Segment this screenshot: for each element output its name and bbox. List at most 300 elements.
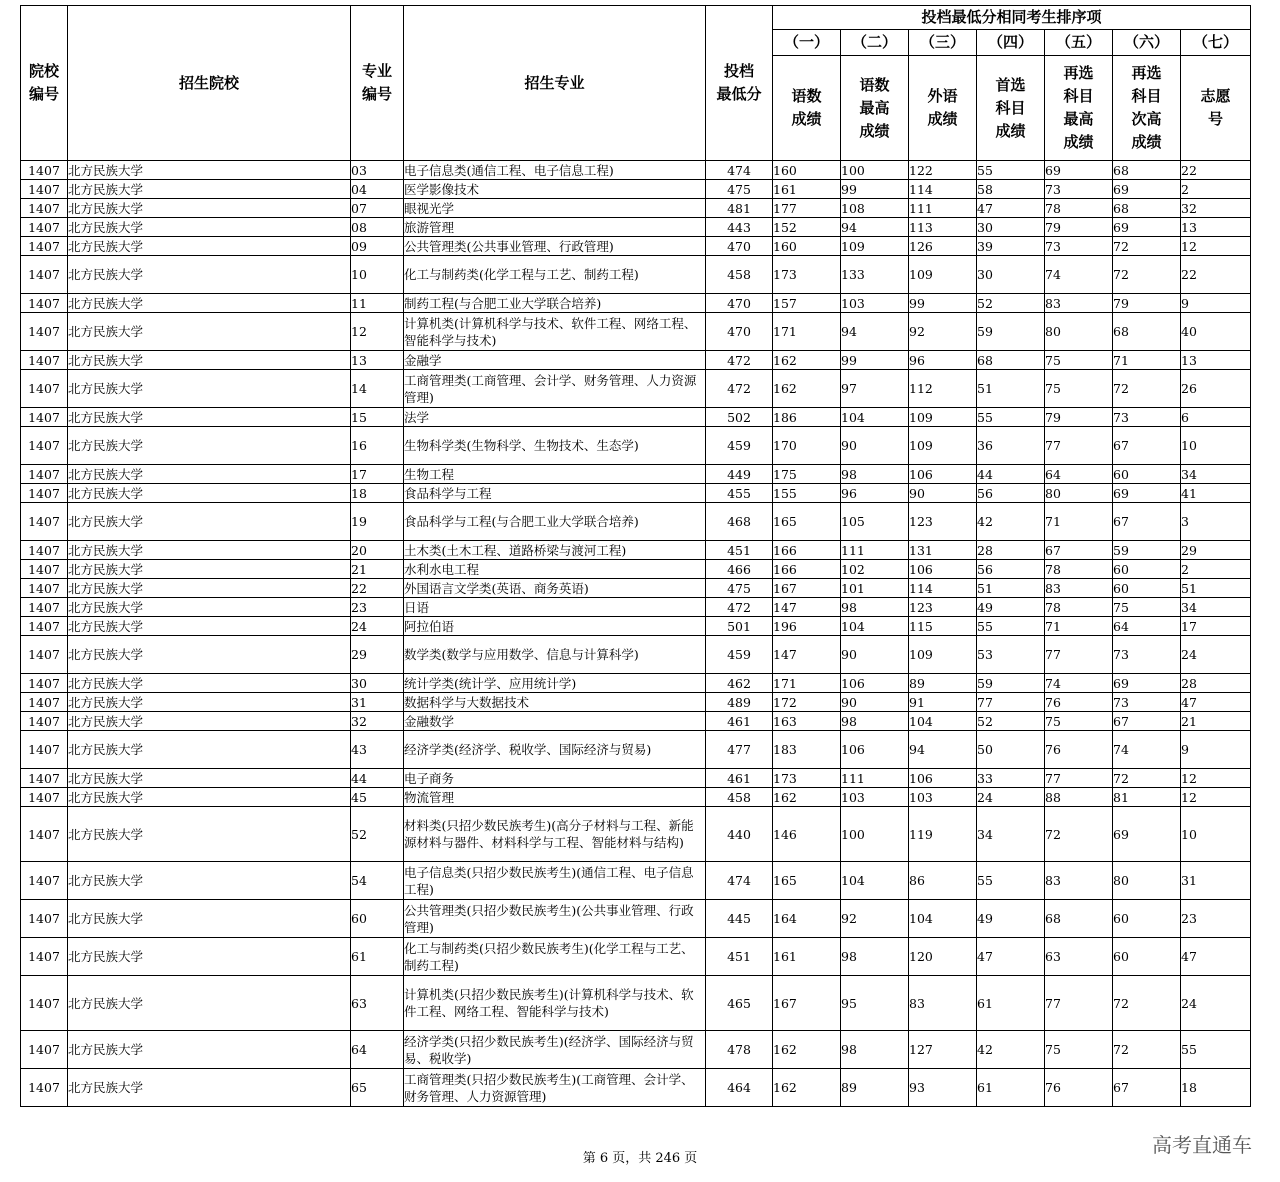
school-code-cell: 1407 [21, 313, 68, 351]
school-code-cell: 1407 [21, 484, 68, 503]
tie-value-cell: 21 [1181, 712, 1251, 731]
tie-value-cell: 55 [977, 161, 1045, 180]
table-row [21, 712, 1251, 731]
tie-value-cell: 75 [1045, 370, 1113, 408]
tie-value-cell: 92 [841, 900, 909, 938]
tie-value-cell: 41 [1181, 484, 1251, 503]
school-name-cell: 北方民族大学 [68, 636, 351, 674]
tie-value-cell: 104 [841, 617, 909, 636]
major-name-cell: 水利水电工程 [404, 560, 706, 579]
tie-value-cell: 47 [1181, 693, 1251, 712]
tie-value-cell: 69 [1113, 674, 1181, 693]
tie-value-cell: 177 [773, 199, 841, 218]
tie-value-cell: 30 [977, 256, 1045, 294]
major-code-cell: 12 [351, 313, 404, 351]
tie-value-cell: 164 [773, 900, 841, 938]
tie-value-cell: 39 [977, 237, 1045, 256]
major-code-cell: 19 [351, 503, 404, 541]
tie-value-cell: 88 [1045, 788, 1113, 807]
tie-value-cell: 50 [977, 731, 1045, 769]
major-code-cell: 15 [351, 408, 404, 427]
school-name-cell: 北方民族大学 [68, 900, 351, 938]
tie-value-cell: 12 [1181, 237, 1251, 256]
major-code-cell: 07 [351, 199, 404, 218]
min-score-cell: 461 [706, 712, 773, 731]
table-row [21, 579, 1251, 598]
tie-value-cell: 147 [773, 598, 841, 617]
tie-value-cell: 100 [841, 807, 909, 862]
tie-value-cell: 74 [1045, 256, 1113, 294]
tie-value-cell: 98 [841, 938, 909, 976]
min-score-cell: 459 [706, 427, 773, 465]
school-name-cell: 北方民族大学 [68, 712, 351, 731]
major-code-cell: 18 [351, 484, 404, 503]
tie-value-cell: 61 [977, 1069, 1045, 1107]
tie-value-cell: 24 [1181, 976, 1251, 1031]
major-code-cell: 31 [351, 693, 404, 712]
tie-value-cell: 114 [909, 180, 977, 199]
table-row [21, 218, 1251, 237]
school-code-cell: 1407 [21, 370, 68, 408]
school-name-header: 招生院校 [68, 6, 351, 161]
major-name-cell: 日语 [404, 598, 706, 617]
tie-value-cell: 123 [909, 503, 977, 541]
tie-value-cell: 67 [1113, 1069, 1181, 1107]
min-score-cell: 455 [706, 484, 773, 503]
tie-value-cell: 83 [909, 976, 977, 1031]
tie-value-cell: 58 [977, 180, 1045, 199]
tie-value-cell: 73 [1113, 636, 1181, 674]
major-name-cell: 食品科学与工程 [404, 484, 706, 503]
tie-value-cell: 171 [773, 313, 841, 351]
tie-value-cell: 183 [773, 731, 841, 769]
min-score-cell: 458 [706, 788, 773, 807]
table-row [21, 938, 1251, 976]
tie-value-cell: 75 [1045, 1031, 1113, 1069]
major-code-cell: 14 [351, 370, 404, 408]
school-name-cell: 北方民族大学 [68, 674, 351, 693]
tie-value-cell: 61 [977, 976, 1045, 1031]
min-score-cell: 468 [706, 503, 773, 541]
school-name-cell: 北方民族大学 [68, 408, 351, 427]
tie-value-cell: 97 [841, 370, 909, 408]
min-score-cell: 481 [706, 199, 773, 218]
major-code-cell: 13 [351, 351, 404, 370]
tie-value-cell: 171 [773, 674, 841, 693]
tie-value-cell: 72 [1113, 237, 1181, 256]
table-row [21, 503, 1251, 541]
major-code-cell: 29 [351, 636, 404, 674]
tie-value-cell: 10 [1181, 427, 1251, 465]
watermark: 高考直通车 [1152, 1133, 1252, 1157]
tie-value-cell: 69 [1113, 218, 1181, 237]
school-code-cell: 1407 [21, 769, 68, 788]
tie-value-cell: 47 [977, 938, 1045, 976]
major-name-cell: 眼视光学 [404, 199, 706, 218]
tie-value-cell: 79 [1045, 408, 1113, 427]
tie-value-cell: 77 [1045, 636, 1113, 674]
tie-value-cell: 103 [841, 788, 909, 807]
school-name-cell: 北方民族大学 [68, 731, 351, 769]
tie-break-header: 投档最低分相同考生排序项 [773, 6, 1251, 30]
tie-value-cell: 83 [1045, 579, 1113, 598]
tie-value-cell: 102 [841, 560, 909, 579]
table-row [21, 731, 1251, 769]
tie-value-cell: 123 [909, 598, 977, 617]
major-name-cell: 食品科学与工程(与合肥工业大学联合培养) [404, 503, 706, 541]
tie-value-cell: 163 [773, 712, 841, 731]
tie-value-cell: 157 [773, 294, 841, 313]
school-name-cell: 北方民族大学 [68, 560, 351, 579]
school-code-cell: 1407 [21, 862, 68, 900]
tie-value-cell: 83 [1045, 862, 1113, 900]
min-score-cell: 461 [706, 769, 773, 788]
tie-value-cell: 162 [773, 1069, 841, 1107]
tie-value-cell: 80 [1113, 862, 1181, 900]
table-row [21, 693, 1251, 712]
tie-value-cell: 104 [909, 900, 977, 938]
tie-value-cell: 146 [773, 807, 841, 862]
table-row [21, 199, 1251, 218]
school-code-cell: 1407 [21, 294, 68, 313]
major-code-cell: 63 [351, 976, 404, 1031]
tie-value-cell: 67 [1113, 712, 1181, 731]
min-score-cell: 466 [706, 560, 773, 579]
table-row [21, 313, 1251, 351]
major-name-cell: 金融学 [404, 351, 706, 370]
tie-value-cell: 51 [977, 579, 1045, 598]
school-name-cell: 北方民族大学 [68, 938, 351, 976]
tie-value-cell: 28 [977, 541, 1045, 560]
tie-value-cell: 71 [1113, 351, 1181, 370]
tie-value-cell: 133 [841, 256, 909, 294]
school-name-cell: 北方民族大学 [68, 294, 351, 313]
tie-value-cell: 109 [909, 408, 977, 427]
school-name-cell: 北方民族大学 [68, 370, 351, 408]
major-name-cell: 公共管理类(公共事业管理、行政管理) [404, 237, 706, 256]
table-row [21, 862, 1251, 900]
school-code-cell: 1407 [21, 617, 68, 636]
tie-value-cell: 165 [773, 862, 841, 900]
tie-value-cell: 86 [909, 862, 977, 900]
tie-value-cell: 6 [1181, 408, 1251, 427]
tie-value-cell: 81 [1113, 788, 1181, 807]
school-name-cell: 北方民族大学 [68, 218, 351, 237]
tie-value-cell: 89 [909, 674, 977, 693]
tie-value-cell: 69 [1045, 161, 1113, 180]
school-name-cell: 北方民族大学 [68, 862, 351, 900]
min-score-cell: 440 [706, 807, 773, 862]
major-name-cell: 工商管理类(工商管理、会计学、财务管理、人力资源管理) [404, 370, 706, 408]
major-code-cell: 64 [351, 1031, 404, 1069]
tie-value-cell: 104 [841, 408, 909, 427]
tie-value-cell: 34 [1181, 465, 1251, 484]
min-score-cell: 458 [706, 256, 773, 294]
tie-value-cell: 78 [1045, 199, 1113, 218]
tie-value-cell: 12 [1181, 769, 1251, 788]
major-name-cell: 旅游管理 [404, 218, 706, 237]
min-score-cell: 449 [706, 465, 773, 484]
tie-value-cell: 59 [977, 674, 1045, 693]
school-name-cell: 北方民族大学 [68, 617, 351, 636]
tie-col-index: （二） [841, 30, 909, 56]
tie-value-cell: 47 [977, 199, 1045, 218]
table-row [21, 788, 1251, 807]
tie-value-cell: 109 [841, 237, 909, 256]
major-code-cell: 60 [351, 900, 404, 938]
tie-value-cell: 67 [1113, 427, 1181, 465]
tie-value-cell: 98 [841, 465, 909, 484]
major-code-cell: 44 [351, 769, 404, 788]
school-name-cell: 北方民族大学 [68, 976, 351, 1031]
tie-value-cell: 109 [909, 256, 977, 294]
major-name-cell: 外国语言文学类(英语、商务英语) [404, 579, 706, 598]
school-code-cell: 1407 [21, 199, 68, 218]
tie-col-index: （一） [773, 30, 841, 56]
tie-value-cell: 64 [1045, 465, 1113, 484]
table-row [21, 1031, 1251, 1069]
major-code-cell: 11 [351, 294, 404, 313]
tie-value-cell: 160 [773, 161, 841, 180]
min-score-cell: 474 [706, 862, 773, 900]
tie-value-cell: 175 [773, 465, 841, 484]
tie-value-cell: 75 [1113, 598, 1181, 617]
tie-value-cell: 60 [1113, 579, 1181, 598]
school-code-cell: 1407 [21, 503, 68, 541]
major-name-cell: 公共管理类(只招少数民族考生)(公共事业管理、行政管理) [404, 900, 706, 938]
tie-value-cell: 106 [909, 769, 977, 788]
tie-value-cell: 33 [977, 769, 1045, 788]
school-name-cell: 北方民族大学 [68, 579, 351, 598]
tie-value-cell: 80 [1045, 313, 1113, 351]
school-name-cell: 北方民族大学 [68, 351, 351, 370]
tie-value-cell: 91 [909, 693, 977, 712]
tie-value-cell: 68 [977, 351, 1045, 370]
tie-value-cell: 42 [977, 1031, 1045, 1069]
school-code-cell: 1407 [21, 161, 68, 180]
tie-value-cell: 24 [977, 788, 1045, 807]
min-score-cell: 470 [706, 313, 773, 351]
tie-value-cell: 106 [841, 674, 909, 693]
tie-value-cell: 60 [1113, 938, 1181, 976]
tie-value-cell: 59 [977, 313, 1045, 351]
school-code-cell: 1407 [21, 693, 68, 712]
tie-value-cell: 83 [1045, 294, 1113, 313]
min-score-cell: 464 [706, 1069, 773, 1107]
tie-value-cell: 122 [909, 161, 977, 180]
tie-value-cell: 71 [1045, 503, 1113, 541]
tie-value-cell: 69 [1113, 180, 1181, 199]
tie-value-cell: 40 [1181, 313, 1251, 351]
tie-value-cell: 165 [773, 503, 841, 541]
tie-value-cell: 93 [909, 1069, 977, 1107]
tie-value-cell: 108 [841, 199, 909, 218]
school-name-cell: 北方民族大学 [68, 769, 351, 788]
tie-value-cell: 72 [1045, 807, 1113, 862]
tie-value-cell: 24 [1181, 636, 1251, 674]
school-code-cell: 1407 [21, 351, 68, 370]
min-score-cell: 477 [706, 731, 773, 769]
min-score-cell: 478 [706, 1031, 773, 1069]
tie-value-cell: 74 [1113, 731, 1181, 769]
major-code-header: 专业 编号 [351, 6, 404, 161]
school-name-cell: 北方民族大学 [68, 427, 351, 465]
tie-value-cell: 60 [1113, 465, 1181, 484]
tie-value-cell: 162 [773, 351, 841, 370]
tie-value-cell: 31 [1181, 862, 1251, 900]
min-score-header: 投档 最低分 [706, 6, 773, 161]
tie-value-cell: 147 [773, 636, 841, 674]
major-code-cell: 61 [351, 938, 404, 976]
table-row [21, 237, 1251, 256]
major-code-cell: 32 [351, 712, 404, 731]
school-code-cell: 1407 [21, 674, 68, 693]
tie-col-index: （五） [1045, 30, 1113, 56]
tie-value-cell: 103 [841, 294, 909, 313]
tie-value-cell: 73 [1045, 237, 1113, 256]
tie-value-cell: 104 [841, 862, 909, 900]
major-name-cell: 统计学类(统计学、应用统计学) [404, 674, 706, 693]
tie-value-cell: 12 [1181, 788, 1251, 807]
major-code-cell: 45 [351, 788, 404, 807]
table-row [21, 636, 1251, 674]
min-score-cell: 445 [706, 900, 773, 938]
major-name-cell: 物流管理 [404, 788, 706, 807]
table-row [21, 256, 1251, 294]
school-name-cell: 北方民族大学 [68, 503, 351, 541]
tie-value-cell: 52 [977, 294, 1045, 313]
tie-value-cell: 55 [977, 862, 1045, 900]
tie-value-cell: 22 [1181, 161, 1251, 180]
min-score-cell: 470 [706, 294, 773, 313]
tie-col-index: （七） [1181, 30, 1251, 56]
tie-value-cell: 166 [773, 541, 841, 560]
tie-value-cell: 74 [1045, 674, 1113, 693]
school-name-cell: 北方民族大学 [68, 693, 351, 712]
major-name-cell: 数学类(数学与应用数学、信息与计算科学) [404, 636, 706, 674]
tie-value-cell: 28 [1181, 674, 1251, 693]
tie-value-cell: 72 [1113, 370, 1181, 408]
tie-value-cell: 167 [773, 976, 841, 1031]
school-code-cell: 1407 [21, 807, 68, 862]
tie-value-cell: 160 [773, 237, 841, 256]
tie-col-label: 首选 科目 成绩 [977, 56, 1045, 161]
major-name-cell: 化工与制药类(化学工程与工艺、制药工程) [404, 256, 706, 294]
tie-value-cell: 100 [841, 161, 909, 180]
tie-value-cell: 72 [1113, 976, 1181, 1031]
major-name-cell: 电子商务 [404, 769, 706, 788]
school-code-cell: 1407 [21, 408, 68, 427]
tie-value-cell: 126 [909, 237, 977, 256]
tie-col-label: 再选 科目 次高 成绩 [1113, 56, 1181, 161]
school-code-cell: 1407 [21, 579, 68, 598]
school-name-cell: 北方民族大学 [68, 237, 351, 256]
major-code-cell: 20 [351, 541, 404, 560]
tie-value-cell: 99 [909, 294, 977, 313]
school-code-cell: 1407 [21, 541, 68, 560]
major-name-cell: 材料类(只招少数民族考生)(高分子材料与工程、新能源材料与器件、材料科学与工程、智能材料与结构) [404, 807, 706, 862]
major-name-header: 招生专业 [404, 6, 706, 161]
tie-value-cell: 162 [773, 370, 841, 408]
tie-value-cell: 104 [909, 712, 977, 731]
tie-value-cell: 13 [1181, 351, 1251, 370]
school-code-cell: 1407 [21, 788, 68, 807]
table-row [21, 408, 1251, 427]
tie-value-cell: 79 [1045, 218, 1113, 237]
tie-value-cell: 96 [841, 484, 909, 503]
major-code-cell: 10 [351, 256, 404, 294]
tie-value-cell: 47 [1181, 938, 1251, 976]
table-row [21, 560, 1251, 579]
admission-score-table [20, 5, 1251, 1107]
tie-value-cell: 166 [773, 560, 841, 579]
tie-value-cell: 72 [1113, 256, 1181, 294]
tie-value-cell: 72 [1113, 1031, 1181, 1069]
tie-value-cell: 68 [1113, 313, 1181, 351]
min-score-cell: 502 [706, 408, 773, 427]
tie-value-cell: 94 [841, 218, 909, 237]
tie-col-label: 外语 成绩 [909, 56, 977, 161]
major-code-cell: 24 [351, 617, 404, 636]
tie-value-cell: 127 [909, 1031, 977, 1069]
table-row [21, 294, 1251, 313]
school-name-cell: 北方民族大学 [68, 313, 351, 351]
table-row [21, 598, 1251, 617]
tie-value-cell: 98 [841, 598, 909, 617]
table-row [21, 541, 1251, 560]
school-name-cell: 北方民族大学 [68, 161, 351, 180]
school-code-cell: 1407 [21, 256, 68, 294]
school-code-cell: 1407 [21, 731, 68, 769]
tie-value-cell: 94 [841, 313, 909, 351]
tie-value-cell: 73 [1045, 180, 1113, 199]
tie-value-cell: 99 [841, 351, 909, 370]
major-code-cell: 17 [351, 465, 404, 484]
tie-value-cell: 109 [909, 427, 977, 465]
major-name-cell: 计算机类(只招少数民族考生)(计算机科学与技术、软件工程、网络工程、智能科学与技术) [404, 976, 706, 1031]
table-row [21, 769, 1251, 788]
tie-value-cell: 76 [1045, 1069, 1113, 1107]
min-score-cell: 472 [706, 370, 773, 408]
tie-value-cell: 106 [909, 560, 977, 579]
tie-value-cell: 34 [977, 807, 1045, 862]
school-name-cell: 北方民族大学 [68, 807, 351, 862]
tie-value-cell: 42 [977, 503, 1045, 541]
tie-value-cell: 32 [1181, 199, 1251, 218]
school-code-cell: 1407 [21, 237, 68, 256]
tie-value-cell: 26 [1181, 370, 1251, 408]
tie-value-cell: 55 [977, 408, 1045, 427]
tie-value-cell: 113 [909, 218, 977, 237]
tie-value-cell: 152 [773, 218, 841, 237]
tie-value-cell: 9 [1181, 731, 1251, 769]
tie-value-cell: 161 [773, 938, 841, 976]
tie-value-cell: 13 [1181, 218, 1251, 237]
tie-value-cell: 23 [1181, 900, 1251, 938]
tie-value-cell: 73 [1113, 693, 1181, 712]
tie-col-index: （三） [909, 30, 977, 56]
tie-value-cell: 170 [773, 427, 841, 465]
min-score-cell: 489 [706, 693, 773, 712]
school-name-cell: 北方民族大学 [68, 1069, 351, 1107]
tie-value-cell: 90 [909, 484, 977, 503]
tie-value-cell: 77 [977, 693, 1045, 712]
table-row [21, 427, 1251, 465]
tie-value-cell: 76 [1045, 731, 1113, 769]
major-name-cell: 工商管理类(只招少数民族考生)(工商管理、会计学、财务管理、人力资源管理) [404, 1069, 706, 1107]
tie-value-cell: 75 [1045, 351, 1113, 370]
table-row [21, 1069, 1251, 1107]
